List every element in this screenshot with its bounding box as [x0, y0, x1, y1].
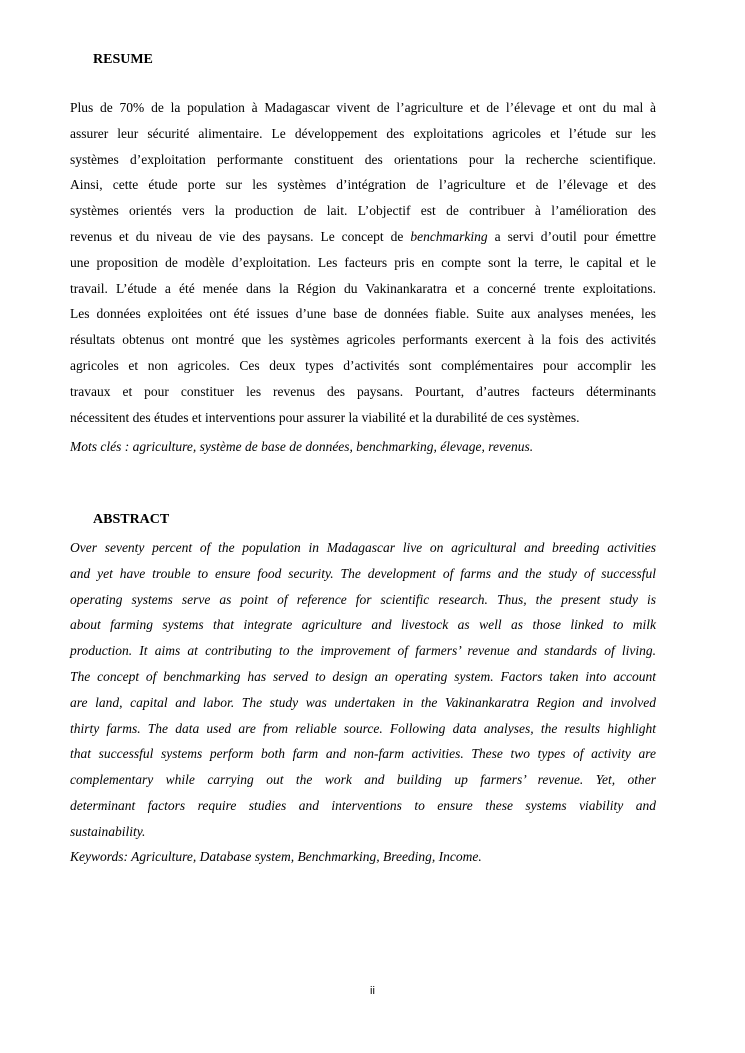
resume-line: assurer leur sécurité alimentaire. Le développement des exploitations agricoles et l’étude sur les	[70, 125, 656, 141]
resume-line: agricoles et non agricoles. Ces deux types d’activités sont complémentaires pour accomplir les	[70, 357, 656, 373]
resume-line: Les données exploitées ont été issues d’une base de données fiable. Suite aux analyses menées, les	[70, 306, 656, 322]
resume-heading: RESUME	[93, 52, 153, 67]
resume-keywords: Mots clés : agriculture, système de base de données, benchmarking, élevage, revenus.	[70, 439, 534, 454]
resume-line: nécessitent des études et interventions pour assurer la viabilité et la durabilité de ces systèmes.	[70, 409, 580, 425]
resume-line	[70, 224, 656, 250]
resume-line: Plus de 70% de la population à Madagascar vivent de l’agriculture et de l’élevage et ont du mal à	[70, 100, 656, 115]
resume-line: résultats obtenus ont montré que les systèmes agricoles performants exercent à la fois des activités	[70, 332, 656, 348]
abstract-paragraph	[70, 535, 656, 845]
abstract-line: operating systems serve as point of reference for scientific research. Thus, the present study is	[70, 591, 656, 607]
abstract-line: complementary while carrying out the work and building up farmers’ revenue. Yet, other	[70, 772, 656, 788]
abstract-heading: ABSTRACT	[93, 512, 170, 527]
abstract-line: The concept of benchmarking has served to design an operating system. Factors taken into account	[70, 668, 656, 684]
abstract-line: thirty farms. The data used are from reliable source. Following data analyses, the results highlight	[70, 720, 656, 736]
benchmarking-term: benchmarking	[410, 228, 488, 244]
resume-paragraph	[70, 95, 656, 430]
abstract-line: sustainability.	[70, 823, 146, 839]
resume-line-text: revenus et du niveau de vie des paysans. Le concept de	[70, 228, 411, 244]
abstract-keywords: Keywords: Agriculture, Database system, Benchmarking, Breeding, Income.	[70, 849, 482, 864]
abstract-line: are land, capital and labor. The study was undertaken in the Vakinankaratra Region and involved	[70, 694, 656, 710]
abstract-line: that successful systems perform both farm and non-farm activities. These two types of activity are	[70, 746, 656, 762]
abstract-line: production. It aims at contributing to the improvement of farmers’ revenue and standards of living.	[70, 643, 656, 659]
resume-line: travaux et pour constituer les revenus des paysans. Pourtant, d’autres facteurs déterminants	[70, 383, 656, 399]
abstract-line: Over seventy percent of the population in Madagascar live on agricultural and breeding activities	[70, 540, 656, 555]
resume-line: systèmes d’exploitation performante constituent des orientations pour la recherche scientifique.	[70, 151, 656, 167]
page-number: ii	[370, 985, 375, 997]
resume-line: systèmes orientés vers la production de lait. L’objectif est de contribuer à l’amélioration des	[70, 203, 656, 219]
resume-line: travail. L’étude a été menée dans la Région du Vakinankaratra et a concerné trente exploitations.	[70, 280, 656, 296]
abstract-line: about farming systems that integrate agriculture and livestock as well as those linked to milk	[70, 617, 656, 633]
resume-line: Ainsi, cette étude porte sur les systèmes d’intégration de l’agriculture et de l’élevage et des	[70, 177, 656, 193]
resume-line-text: a servi d’outil pour émettre	[487, 228, 656, 244]
abstract-line: determinant factors require studies and interventions to ensure these systems viability and	[70, 797, 656, 813]
abstract-line: and yet have trouble to ensure food security. The development of farms and the study of successful	[70, 565, 656, 581]
resume-line: une proposition de modèle d’exploitation. Les facteurs pris en compte sont la terre, le capital et le	[70, 254, 656, 270]
